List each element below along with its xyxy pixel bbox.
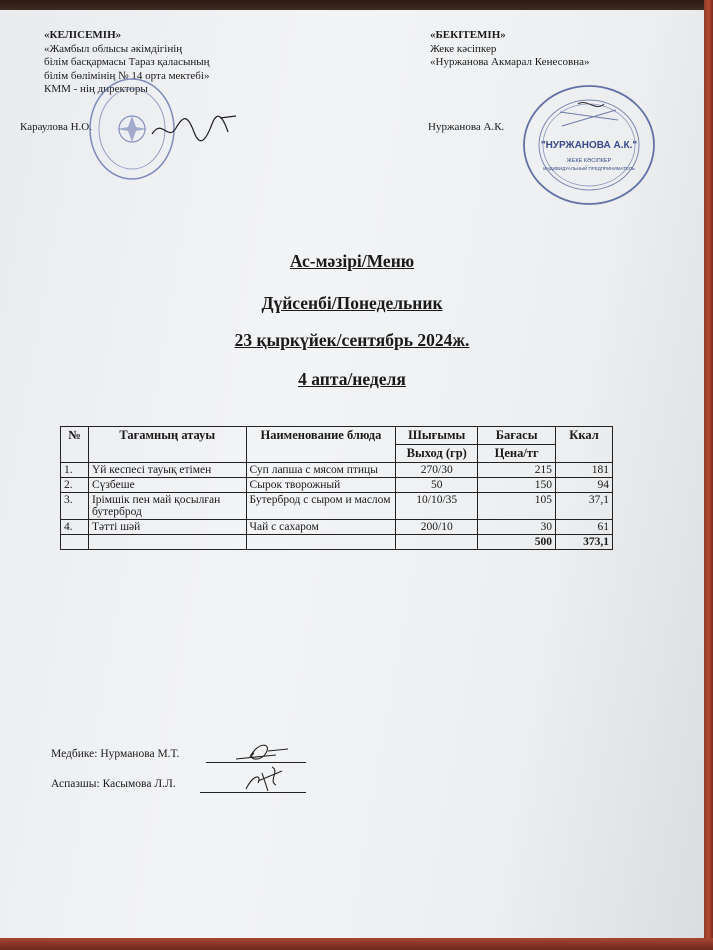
total-empty: [246, 535, 396, 550]
row-price: 215: [478, 463, 556, 478]
header-price-ru: Цена/тг: [478, 445, 556, 463]
header-name-kz: Тағамның атауы: [88, 427, 246, 463]
total-price: 500: [478, 535, 556, 550]
total-kcal: 373,1: [556, 535, 613, 550]
document-page: [0, 10, 704, 950]
row-name-kz: Ірімшік пен май қосылған бутерброд: [88, 493, 246, 520]
approval-left-line2: білім басқармасы Тараз қаласының: [44, 56, 210, 68]
row-name-ru: Суп лапша с мясом птицы: [246, 463, 396, 478]
background-bottom-edge: [0, 938, 713, 950]
date-title: 23 қыркүйек/сентябрь 2024ж.: [234, 330, 470, 350]
nurse-signature-line: Медбике: Нурманова М.Т.: [51, 748, 180, 760]
header-kcal: Ккал: [556, 427, 613, 463]
background-right-edge: [704, 0, 713, 950]
approval-left-title: «КЕЛІСЕМІН»: [44, 29, 122, 41]
stamp-sub-text: ЖЕКЕ КӘСІПКЕР: [566, 158, 612, 164]
row-yield: 270/30: [396, 463, 478, 478]
approval-right-signer: Нуржанова А.К.: [428, 121, 505, 133]
row-yield: 50: [396, 478, 478, 493]
row-price: 30: [478, 520, 556, 535]
total-empty: [88, 535, 246, 550]
header-name-ru: Наименование блюда: [246, 427, 396, 463]
row-price: 105: [478, 493, 556, 520]
approval-right-block: [430, 29, 589, 70]
row-num: 4.: [61, 520, 89, 535]
table-row: [61, 520, 613, 535]
row-name-ru: Сырок творожный: [246, 478, 396, 493]
row-name-kz: Тәтті шәй: [88, 520, 246, 535]
menu-table: [60, 426, 613, 550]
cook-signature-line: Аспазшы: Касымова Л.Л.: [51, 778, 176, 790]
row-num: 2.: [61, 478, 89, 493]
total-empty: [61, 535, 89, 550]
stamp-name-text: "НУРЖАНОВА А.К.": [540, 140, 638, 151]
header-price-kz: Бағасы: [478, 427, 556, 445]
approval-left-line1: «Жамбыл облысы әкімдігінің: [44, 42, 183, 55]
header-num: №: [61, 427, 89, 463]
approval-left-signer: Караулова Н.О.: [20, 121, 92, 133]
row-num: 1.: [61, 463, 89, 478]
row-name-kz: Сүзбеше: [88, 478, 246, 493]
row-name-kz: Үй кеспесі тауық етімен: [88, 463, 246, 478]
row-num: 3.: [61, 493, 89, 520]
row-kcal: 61: [556, 520, 613, 535]
signature-director-icon: [148, 112, 243, 146]
table-header-row: [61, 427, 613, 445]
row-price: 150: [478, 478, 556, 493]
approval-left-line3: білім бөлімінің № 14 орта мектебі»: [44, 69, 210, 82]
table-row: [61, 463, 613, 478]
approval-left-line4: КММ - нің директоры: [44, 83, 148, 95]
day-title: Дүйсенбі/Понедельник: [261, 293, 443, 313]
row-name-ru: Бутерброд с сыром и маслом: [246, 493, 396, 520]
row-name-ru: Чай с сахаром: [246, 520, 396, 535]
entrepreneur-stamp-icon: [520, 82, 658, 208]
row-yield: 10/10/35: [396, 493, 478, 520]
week-title: 4 апта/неделя: [298, 369, 406, 389]
approval-right-title: «БЕКІТЕМІН»: [430, 29, 506, 41]
row-kcal: 37,1: [556, 493, 613, 520]
table-row: [61, 493, 613, 520]
row-kcal: 181: [556, 463, 613, 478]
stamp-bottom-text: ИНДИВИДУАЛЬНЫЙ ПРЕДПРИНИМАТЕЛЬ: [543, 166, 635, 171]
row-yield: 200/10: [396, 520, 478, 535]
approval-right-line2: «Нуржанова Акмарал Кенесовна»: [430, 56, 590, 68]
approval-right-line1: Жеке кәсіпкер: [430, 42, 497, 55]
signature-staff-icon: [228, 735, 308, 797]
menu-title: Ас-мәзірі/Меню: [289, 251, 415, 271]
total-empty: [396, 535, 478, 550]
table-total-row: [61, 535, 613, 550]
table-row: [61, 478, 613, 493]
header-yield-ru: Выход (гр): [396, 445, 478, 463]
header-yield-kz: Шығымы: [396, 427, 478, 445]
row-kcal: 94: [556, 478, 613, 493]
